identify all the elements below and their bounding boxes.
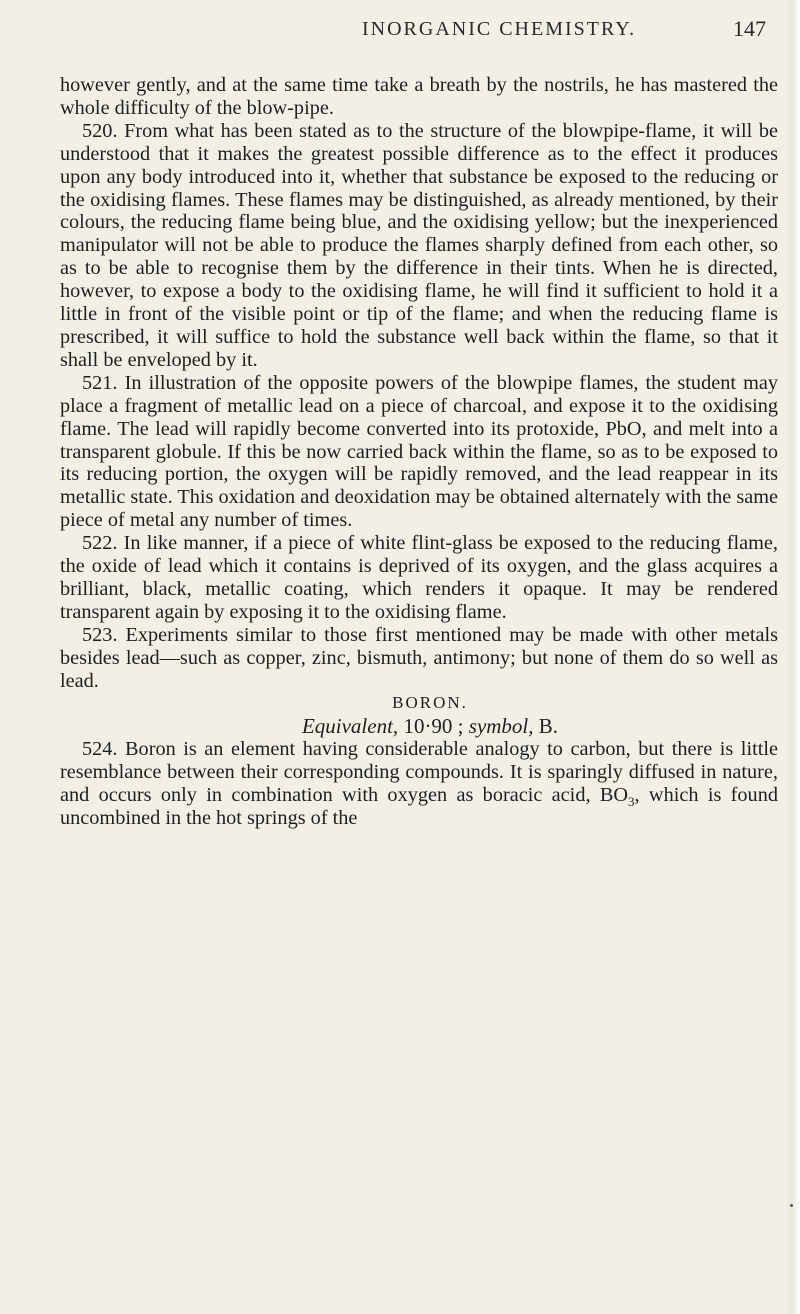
symbol-label: symbol, bbox=[468, 714, 534, 739]
section-heading: BORON. bbox=[392, 693, 468, 713]
body-text bbox=[60, 74, 778, 830]
paragraph-continuation: however gently, and at the same time take a breath by the nostrils, he has mastered the whole difficulty of the blow-pipe. bbox=[60, 74, 778, 119]
symbol-value: B. bbox=[533, 714, 559, 739]
equivalent-label: Equivalent, bbox=[301, 714, 399, 739]
paragraph-522: 522. In like manner, if a piece of white flint-glass be exposed to the reducing flame, the oxide of lead which it contains is deprived of its oxygen, and the glass acquires a brilliant, black, metallic coating, which renders it opaque. It may be rendered transparent again by exposing it to the oxidising flame. bbox=[60, 532, 778, 623]
running-title: INORGANIC CHEMISTRY. bbox=[362, 18, 637, 40]
paragraph-520: 520. From what has been stated as to the structure of the blowpipe-flame, it will be understood that it makes the greatest possible difference as to the effect it produces upon any body introduced into it, whether that substance be exposed to the reducing or the oxidising flames. These flames may be distinguished, as already mentioned, by their colours, the reducing flame being blue, and the oxidising yellow; but the inexperienced manipulator will not be able to produce the flames sharply defined from each other, so as to be able to recognise them by the difference in their tints. When he is directed, however, to expose a body to the oxidising flame, he will find it sufficient to hold it a little in front of the visible point or tip of the flame; and when the reducing flame is prescribed, it will suffice to hold the substance well back within the flame, so that it shall be enveloped by it. bbox=[60, 119, 778, 371]
subscript-three: 3 bbox=[628, 794, 635, 810]
paragraph-521: 521. In illustration of the opposite powers of the blowpipe flames, the student may place a fragment of metallic lead on a piece of charcoal, and expose it to the oxidising flame. The lead will rapidly become converted into its protoxide, PbO, and melt into a transparent globule. If this be now carried back within the flame, so as to be exposed to its reducing portion, the oxygen will be rapidly removed, and the lead reappear in its metallic state. This oxidation and deoxidation may be obtained alternately with the same piece of metal any number of times. bbox=[60, 371, 778, 532]
paragraph-524 bbox=[60, 738, 778, 830]
page-edge-shadow bbox=[786, 0, 800, 1314]
running-head bbox=[60, 18, 780, 58]
page-number: 147 bbox=[733, 16, 766, 41]
equivalent-line bbox=[60, 715, 778, 738]
paragraph-524-text-end: , which is found uncombined in the hot springs of the bbox=[60, 784, 778, 829]
margin-mark bbox=[790, 1204, 793, 1207]
equivalent-value: 10·90 ; bbox=[398, 714, 469, 739]
paragraph-524-text: 524. Boron is an element having considerable analogy to carbon, but there is little resemblance between their corresponding compounds. It is sparingly diffused in nature, and occurs only in combination with oxygen as boracic acid, BO bbox=[60, 738, 778, 807]
paragraph-523: 523. Experiments similar to those first mentioned may be made with other metals besides lead—such as copper, zinc, bismuth, antimony; but none of them do so well as lead. bbox=[60, 623, 778, 692]
